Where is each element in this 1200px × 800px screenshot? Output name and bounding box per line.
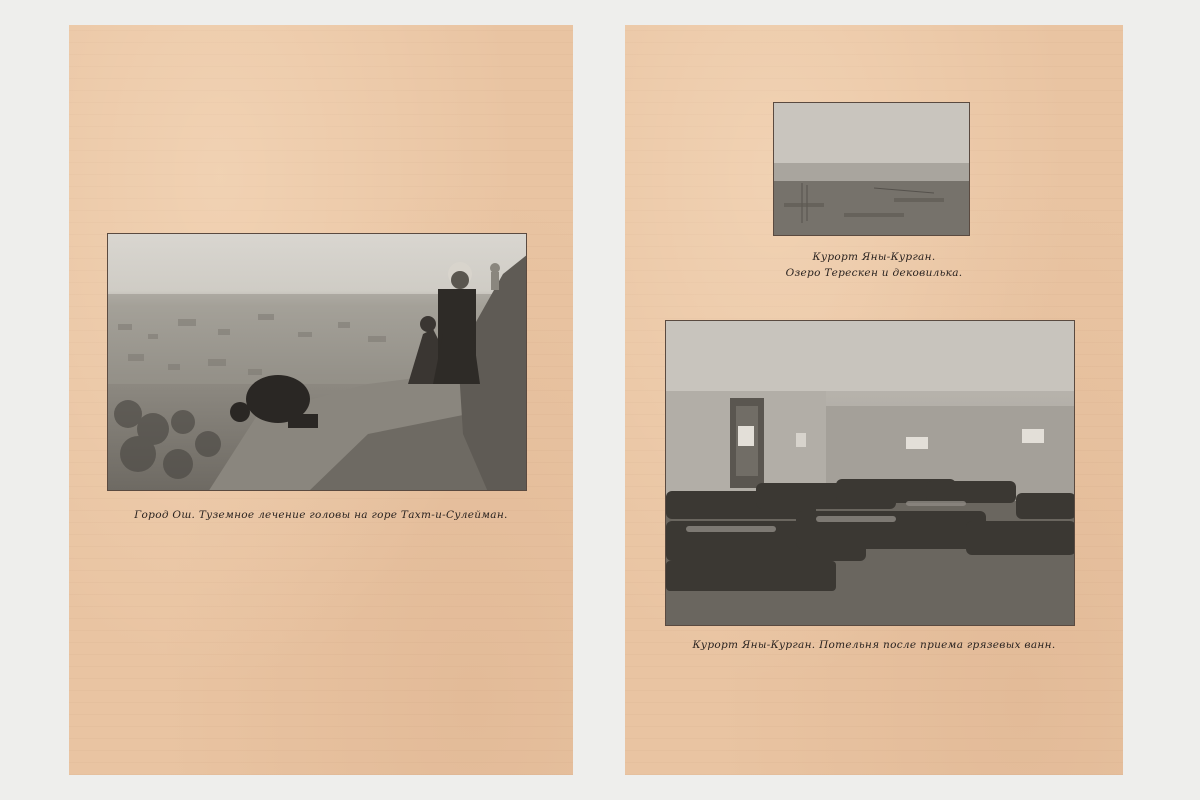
right-page (625, 25, 1123, 775)
photo-osh-illustration (108, 234, 527, 491)
photo-sweating-room (665, 320, 1075, 626)
caption-sweating-room: Курорт Яны-Курган. Потельня после приема грязевых ванн. (692, 639, 1056, 651)
caption-osh: Город Ош. Туземное лечение головы на горе Тахт-и-Сулейман. (134, 509, 508, 521)
photo-osh-mountain (107, 233, 527, 491)
photo-room-illustration (666, 321, 1075, 626)
left-page (69, 25, 573, 775)
photo-lake-tereskene (773, 102, 970, 236)
caption-lake-line2: Озеро Терескен и дековилька. (785, 267, 963, 279)
caption-lake-line1: Курорт Яны-Курган. (812, 251, 936, 263)
photo-lake-illustration (774, 103, 970, 236)
